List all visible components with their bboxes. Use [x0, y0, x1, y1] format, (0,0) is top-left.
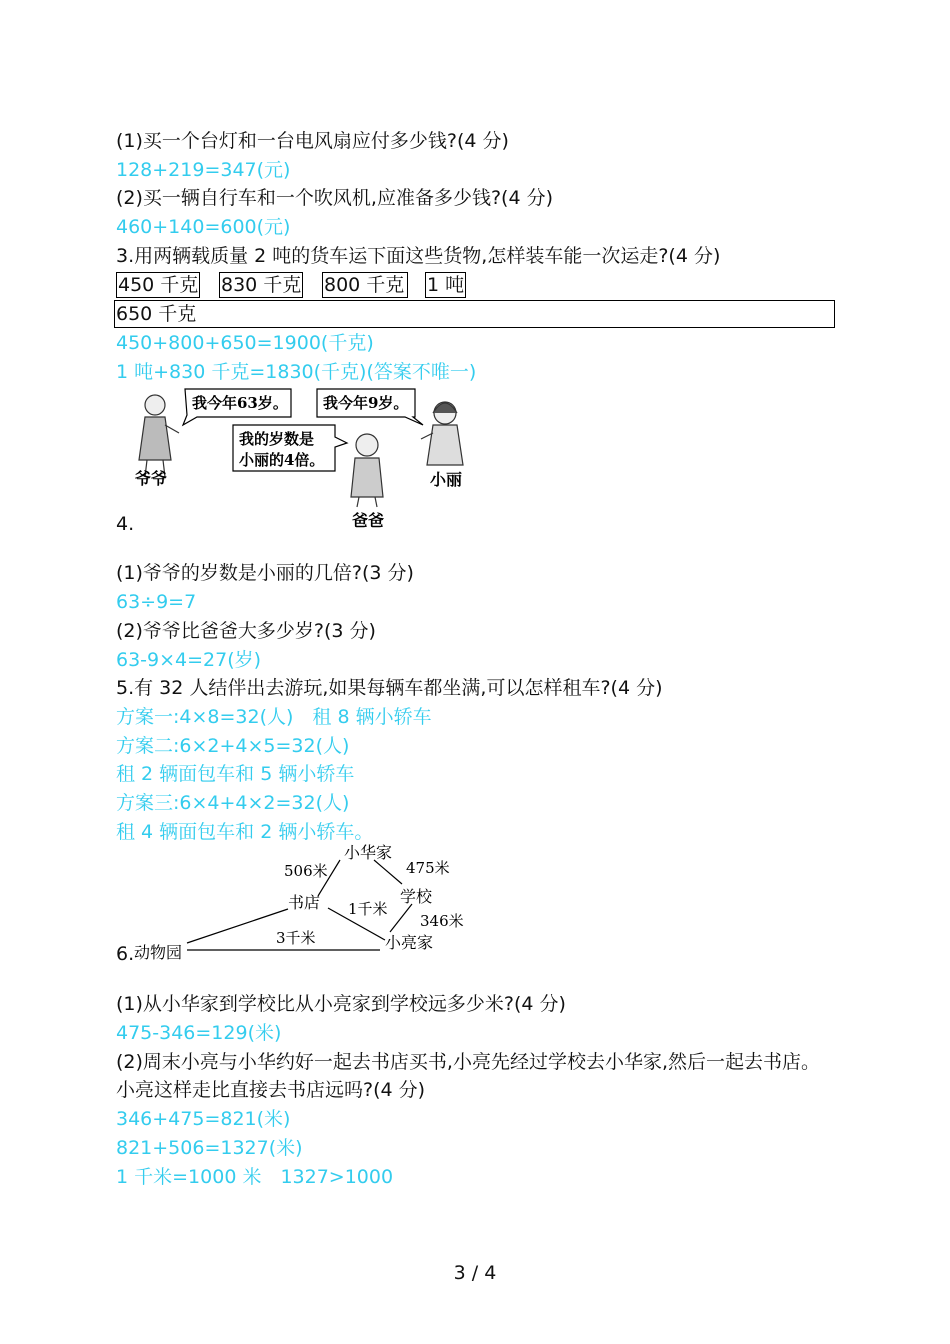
q4-number: 4. [116, 513, 135, 535]
q5-plan3: 方案三:6×4+4×2=32(人) [116, 792, 350, 814]
q3-ans1: 450+800+650=1900(千克) [116, 332, 374, 354]
q6-sub1: (1)从小华家到学校比从小亮家到学校远多少米?(4 分) [116, 993, 566, 1015]
q3-ans2: 1 吨+830 千克=1830(千克)(答案不唯一) [116, 361, 477, 383]
q5-plan1: 方案一:4×8=32(人) 租 8 辆小轿车 [116, 706, 432, 728]
grandpa-bubble-text: 我今年63岁。 [192, 394, 288, 412]
dad-label: 爸爸 [352, 511, 385, 530]
q4-sub1: (1)爷爷的岁数是小丽的几倍?(3 分) [116, 562, 414, 584]
q5-plan3b: 租 4 辆面包车和 2 辆小轿车。 [116, 821, 374, 843]
distance-xiaohua-school: 475米 [406, 859, 450, 877]
q5-title: 5.有 32 人结伴出去游玩,如果每辆车都坐满,可以怎样租车?(4 分) [116, 677, 663, 699]
dad-bubble-line2: 小丽的4倍。 [239, 451, 325, 469]
dad-illustration [351, 434, 383, 507]
xiaoli-label: 小丽 [430, 470, 463, 489]
xiaoli-illustration [421, 402, 463, 465]
q2-sub1: (1)买一个台灯和一台电风扇应付多少钱?(4 分) [116, 130, 509, 152]
q6-sub2-line2: 小亮这样走比直接去书店远吗?(4 分) [116, 1079, 426, 1101]
q3-title: 3.用两辆载质量 2 吨的货车运下面这些货物,怎样装车能一次运走?(4 分) [116, 245, 721, 267]
cargo-box: 450 千克 [118, 274, 199, 296]
q6-sub2-line1: (2)周末小亮与小华约好一起去书店买书,小亮先经过学校去小华家,然后一起去书店。 [116, 1051, 820, 1073]
q2-ans1: 128+219=347(元) [116, 159, 291, 181]
q4-ans1: 63÷9=7 [116, 591, 197, 613]
cargo-box: 1 吨 [427, 274, 465, 296]
q6-ans4: 1 千米=1000 米 1327>1000 [116, 1166, 394, 1188]
age-figure [125, 385, 480, 535]
cargo-box: 800 千克 [322, 272, 408, 298]
page-number: 3 / 4 [453, 1262, 497, 1284]
q6-ans2: 346+475=821(米) [116, 1108, 291, 1130]
road-zoo-bookstore [187, 909, 288, 943]
dad-bubble-line1: 我的岁数是 [239, 430, 315, 448]
q5-plan2: 方案二:6×2+4×5=32(人) [116, 735, 350, 757]
q2-ans2: 460+140=600(元) [116, 216, 291, 238]
q5-plan2b: 租 2 辆面包车和 5 辆小轿车 [116, 763, 355, 785]
grandpa-label: 爷爷 [135, 469, 168, 488]
distance-zoo-xiaoliang: 3千米 [276, 929, 316, 947]
xiaoli-bubble-text: 我今年9岁。 [323, 394, 409, 412]
xiaoliang-home-label: 小亮家 [385, 933, 434, 952]
q2-sub2: (2)买一辆自行车和一个吹风机,应准备多少钱?(4 分) [116, 187, 553, 209]
q6-ans1: 475-346=129(米) [116, 1022, 282, 1044]
cargo-box: 650 千克 [114, 300, 835, 328]
grandpa-illustration [139, 395, 179, 477]
distance-bookstore-xiaoliang: 1千米 [348, 900, 388, 918]
cargo-box: 830 千克 [221, 274, 302, 296]
road-xiaohua-school [374, 860, 402, 884]
zoo-label: 动物园 [134, 943, 183, 962]
distance-bookstore-xiaohua: 506米 [284, 862, 328, 880]
q4-ans2: 63-9×4=27(岁) [116, 649, 262, 671]
road-school-xiaoliang [390, 904, 412, 932]
xiaohua-home-label: 小华家 [344, 843, 393, 862]
distance-school-xiaoliang: 346米 [420, 912, 464, 930]
route-map [130, 840, 480, 965]
school-label: 学校 [400, 887, 433, 906]
bookstore-label: 书店 [288, 893, 321, 912]
q4-sub2: (2)爷爷比爸爸大多少岁?(3 分) [116, 620, 376, 642]
q6-ans3: 821+506=1327(米) [116, 1137, 303, 1159]
q6-number: 6. [116, 943, 135, 965]
